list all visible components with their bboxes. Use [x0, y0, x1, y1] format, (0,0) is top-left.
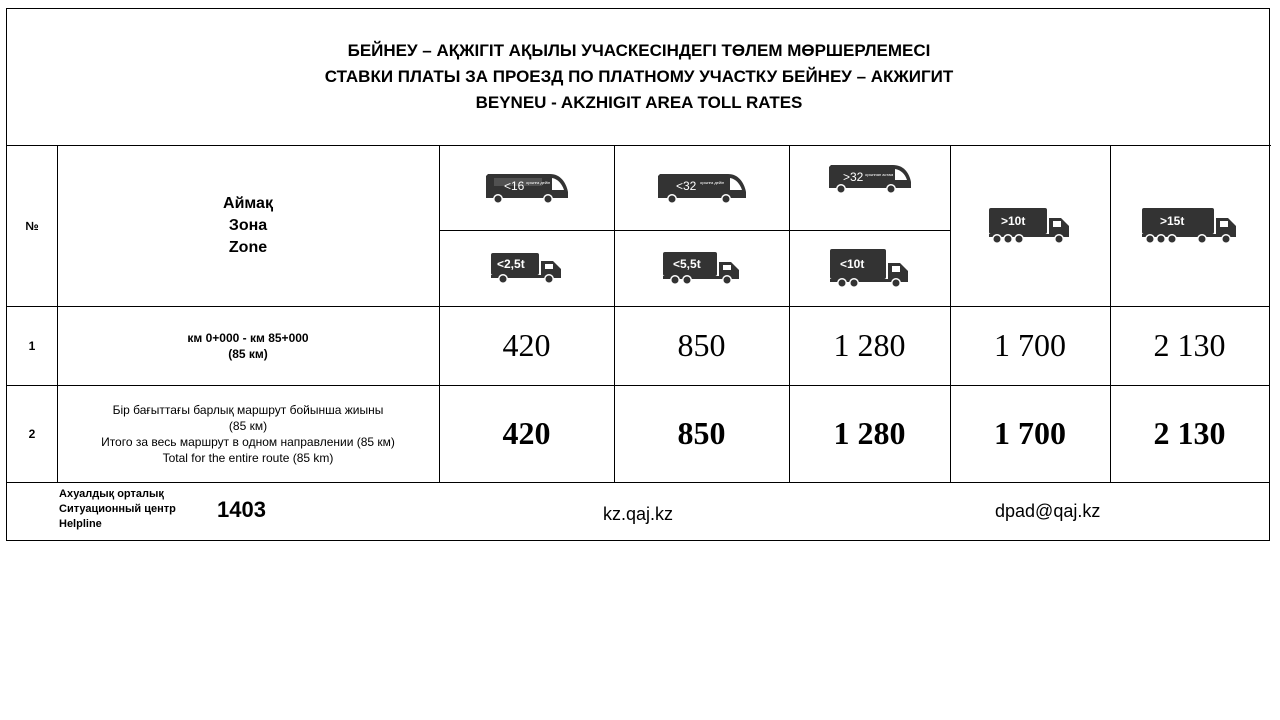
bus-label: <16: [503, 179, 524, 193]
helpline-label-en: Helpline: [59, 518, 102, 530]
zone-text: (85 км): [228, 418, 268, 433]
truck-label: >15t: [1159, 214, 1184, 228]
table-row-2-price: [1110, 385, 1269, 482]
helpline-labels: [59, 487, 209, 537]
price-value: 850: [677, 415, 726, 451]
bus-label: >32: [842, 170, 863, 184]
zone-header-en: Zone: [228, 239, 268, 256]
table-row-2-zone: [57, 385, 439, 482]
bus-icon: [827, 162, 913, 196]
zone-text: Бір бағыттағы барлық маршрут бойынша жиыны: [112, 402, 384, 417]
truck-icon: [489, 251, 565, 285]
table-row-1-zone: [57, 306, 439, 385]
website-link[interactable]: [603, 504, 673, 525]
helpline-number[interactable]: [217, 497, 266, 523]
bus-icon: [656, 170, 748, 206]
price-value: 2 130: [1153, 415, 1226, 451]
vehicle-class-1-truck: [439, 230, 614, 306]
table-row-1-price: [614, 306, 789, 385]
vehicle-class-3-bus: [789, 146, 950, 230]
table-row-1-price: [1110, 306, 1269, 385]
table-row-1-price: [789, 306, 950, 385]
truck-icon: [1140, 206, 1240, 246]
vehicle-class-1-bus: [439, 146, 614, 230]
number-header-label: №: [25, 219, 39, 233]
table-row-2-price: [614, 385, 789, 482]
truck-label: <2,5t: [496, 257, 525, 271]
table-row-2-number: [7, 385, 57, 482]
toll-rates-table: [6, 8, 1270, 541]
price-value: 1 700: [994, 327, 1066, 363]
row-number: 1: [28, 338, 36, 353]
title-en: BEYNEU - AKZHIGIT AREA TOLL RATES: [475, 93, 803, 112]
zone-header: [57, 146, 439, 306]
zone-header-ru: Зона: [228, 217, 268, 234]
truck-label: <10t: [839, 257, 864, 271]
helpline-label-kz: Ахуалдық орталық: [59, 488, 164, 500]
truck-label: >10t: [1001, 214, 1026, 228]
truck-label: <5,5t: [672, 257, 701, 271]
table-row-2-price: [439, 385, 614, 482]
email-text[interactable]: dpad@qaj.kz: [995, 501, 1101, 521]
vehicle-class-4-truck: [950, 146, 1110, 306]
price-value: 1 280: [833, 415, 906, 451]
vehicle-class-3-truck: [789, 230, 950, 306]
grid-line: [7, 482, 1269, 483]
table-row-1-price: [439, 306, 614, 385]
zone-text: (85 км): [228, 346, 268, 361]
vehicle-class-2-bus: [614, 146, 789, 230]
vehicle-class-5-truck: [1110, 146, 1269, 306]
table-row-1-price: [950, 306, 1110, 385]
bus-sublabel: орынға дейін: [699, 180, 724, 185]
price-value: 850: [677, 327, 726, 363]
table-row-2-price: [789, 385, 950, 482]
zone-text: км 0+000 - км 85+000: [187, 330, 309, 345]
truck-icon: [828, 247, 912, 289]
vehicle-class-2-truck: [614, 230, 789, 306]
price-value: 1 700: [994, 415, 1066, 451]
bus-sublabel: орынға дейін: [525, 180, 550, 185]
number-header: [7, 146, 57, 306]
price-value: 2 130: [1153, 327, 1226, 363]
truck-icon: [661, 250, 743, 286]
title-block: [7, 9, 1271, 146]
table-row-1-number: [7, 306, 57, 385]
title-ru: СТАВКИ ПЛАТЫ ЗА ПРОЕЗД ПО ПЛАТНОМУ УЧАСТКУ БЕЙНЕУ – АКЖИГИТ: [324, 67, 954, 86]
title-kz: БЕЙНЕУ – АҚЖІГІТ АҚЫЛЫ УЧАСКЕСІНДЕГІ ТӨЛЕМ МӨРШЕРЛЕМЕСІ: [347, 41, 931, 60]
zone-text: Total for the entire route (85 km): [162, 450, 334, 465]
price-value: 1 280: [833, 327, 906, 363]
zone-text: Итого за весь маршрут в одном направлении (85 км): [101, 434, 395, 449]
table-row-2-price: [950, 385, 1110, 482]
bus-sublabel: орыннан астам: [864, 172, 893, 177]
row-number: 2: [28, 426, 36, 441]
price-value: 420: [502, 327, 551, 363]
helpline-number-text[interactable]: 1403: [217, 497, 266, 522]
bus-label: <32: [675, 179, 696, 193]
email-link[interactable]: [995, 501, 1100, 522]
website-text[interactable]: kz.qaj.kz: [603, 504, 674, 524]
helpline-label-ru: Ситуационный центр: [59, 503, 176, 515]
truck-icon: [987, 206, 1073, 246]
bus-icon: [484, 170, 570, 206]
price-value: 420: [502, 415, 551, 451]
zone-header-kz: Аймақ: [223, 195, 273, 212]
